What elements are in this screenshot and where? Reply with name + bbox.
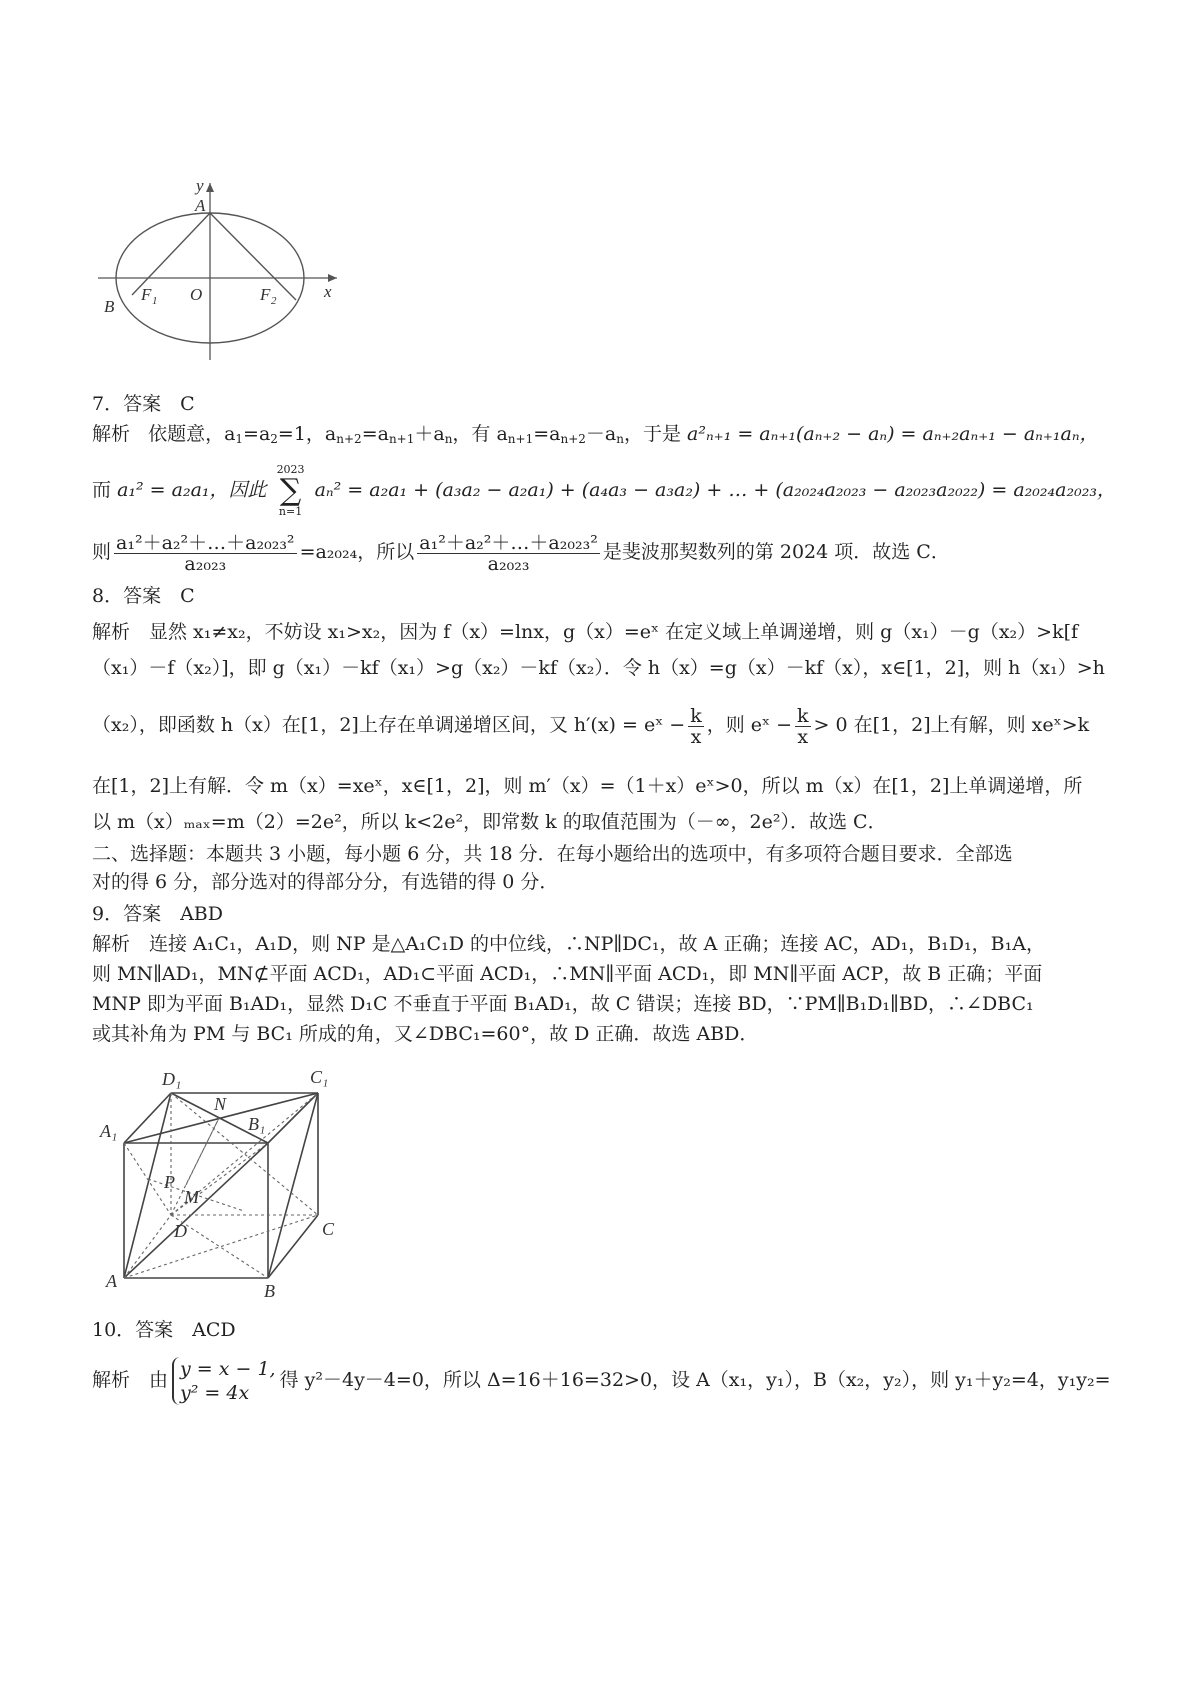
q7-frac-1: $\frac{\text{a₁²＋a₂²＋…＋a₂₀₂₃²}}{\text{a₂₀₂₃}}$ (116, 531, 295, 575)
cube-figure (96, 1065, 366, 1300)
sum-upper: 2023 (276, 463, 305, 476)
label-M: M (184, 1187, 199, 1207)
q8-p2: （x₁）－f（x₂）]，即 g（x₁）－kf（x₁）>g（x₂）－kf（x₂）．令 h（x）=g（x）－kf（x），x∈[1，2]，则 h（x₁）>h (92, 657, 1105, 679)
label-y: y (196, 176, 204, 195)
q10-analysis-label: 解析 由 (92, 1369, 169, 1391)
q9-header: 9．答案 ABD (92, 903, 224, 925)
q7-l2-a: 而 (92, 479, 112, 501)
q8-p3: （x₂），即函数 h（x）在[1，2]上存在单调递增区间，又 h′(x) = eˣ − $\frac{k}{x}$ ，则 eˣ − $\frac{k}{x}$ > 0 在[1，2]上有解，则 xeˣ>k (92, 704, 1090, 748)
sum-lower: n=1 (278, 505, 303, 518)
q10-header: 10．答案 ACD (92, 1319, 236, 1341)
q7-l1-math: a²ₙ₊₁ = aₙ₊₁(aₙ₊₂ − aₙ) = aₙ₊₂aₙ₊₁ − aₙ₊₁aₙ， (687, 423, 1099, 445)
label-C: C (322, 1219, 335, 1239)
label-C1: C₁ (310, 1067, 329, 1087)
q7-line1: 解析 依题意，$a_1=a_2=1$，$a_{n+2}=a_{n+1}+a_n$，有 $a_{n+1}=a_{n+2}-a_n$，于是 a²ₙ₊₁ = aₙ₊₁(aₙ₊₂ − aₙ) = aₙ₊₂aₙ₊₁ − aₙ₊₁aₙ， (92, 423, 1099, 446)
q7-line2 (92, 460, 1116, 520)
q7-l1-c: =1，a (277, 423, 337, 445)
label-P: P (164, 1172, 175, 1192)
q9-p4: 或其补角为 PM 与 BC₁ 所成的角，又∠DBC₁=60°，故 D 正确．故选 ABD． (92, 1023, 759, 1045)
q9-p3: MNP 即为平面 B₁AD₁，显然 D₁C 不垂直于平面 B₁AD₁，故 C 错误；连接 BD，∵PM∥B₁D₁∥BD，∴∠DBC₁ (92, 993, 1034, 1015)
ellipse-figure (92, 175, 352, 365)
label-A1: A₁ (100, 1121, 118, 1141)
q10-tail: 得 y²－4y－4=0，所以 Δ=16＋16=32>0，设 A（x₁，y₁），B（x₂，y₂），则 y₁＋y₂=4，y₁y₂= (279, 1369, 1111, 1391)
label-N: N (214, 1094, 227, 1114)
label-A: A (195, 196, 206, 215)
label-F1-sub: 1 (152, 295, 158, 307)
q7-l3-a: 则 (92, 541, 112, 563)
q7-l1-d: =a (361, 423, 389, 445)
q9-p1: 解析 连接 A₁C₁，A₁D，则 NP 是△A₁C₁D 的中位线，∴NP∥DC₁，故 A 正确；连接 AC，AD₁，B₁D₁，B₁A， (92, 933, 1045, 955)
label-B: B (104, 297, 115, 316)
label-D1: D₁ (162, 1069, 182, 1089)
section2-l2: 对的得 6 分，部分选对的得部分分，有选错的得 0 分． (92, 871, 559, 893)
q8-p5: 以 m（x）ₘₐₓ=m（2）=2e²，所以 k<2e²，即常数 k 的取值范围为（－∞，2e²）．故选 C． (92, 811, 887, 833)
q7-l2-math1: a₁² = a₂a₁，因此 (117, 479, 267, 501)
q10-p1 (92, 1350, 1111, 1410)
q8-p4: 在[1，2]上有解．令 m（x）=xeˣ，x∈[1，2]，则 m′（x）=（1＋x）eˣ>0，所以 m（x）在[1，2]上单调递增，所 (92, 775, 1083, 797)
label-D: D (174, 1221, 187, 1241)
section2-l1: 二、选择题：本题共 3 小题，每小题 6 分，共 18 分．在每小题给出的选项中，有多项符合题目要求．全部选 (92, 843, 1013, 865)
q7-l1-h: －a (585, 423, 617, 445)
q7-l1-a: 依题意，a (148, 423, 236, 445)
q7-l1-i: ，于是 (623, 423, 681, 445)
label-B: B (264, 1281, 275, 1300)
equation-system: y = x − 1, y² = 4x (172, 1357, 276, 1405)
q7-line3 (92, 530, 950, 574)
q7-l3-c: 是斐波那契数列的第 2024 项．故选 C． (602, 541, 950, 563)
q9-p2: 则 MN∥AD₁，MN⊄平面 ACD₁，AD₁⊂平面 ACD₁，∴MN∥平面 ACD₁，即 MN∥平面 ACP，故 B 正确；平面 (92, 963, 1043, 985)
label-F1: F (141, 285, 152, 304)
q7-l1-e: ＋a (414, 423, 445, 445)
q8-frac-2: $\frac{k}{x}$ (797, 704, 809, 748)
q8-frac-1: $\frac{k}{x}$ (690, 704, 702, 748)
q7-l3-b: =a₂₀₂₄，所以 (299, 541, 415, 563)
label-O: O (190, 285, 203, 304)
label-x: x (324, 282, 332, 301)
summation-symbol: 2023 ∑ n=1 (276, 463, 305, 518)
q7-l1-g: =a (533, 423, 561, 445)
q7-analysis-label: 解析 (92, 423, 131, 445)
q7-l2-math2: aₙ² = a₂a₁ + (a₃a₂ − a₂a₁) + (a₄a₃ − a₃a₂) + … + (a₂₀₂₄a₂₀₂₃ − a₂₀₂₃a₂₀₂₂) = a₂₀₂₄a₂₀₂₃， (314, 479, 1116, 501)
label-B1: B₁ (248, 1114, 266, 1134)
q7-header: 7．答案 C (92, 393, 195, 415)
label-F2: F (260, 285, 271, 304)
q7-l1-f: ，有 a (452, 423, 508, 445)
q7-frac-2: $\frac{\text{a₁²＋a₂²＋…＋a₂₀₂₃²}}{\text{a₂₀₂₃}}$ (419, 531, 598, 575)
label-F2-sub: 2 (271, 295, 277, 307)
q8-p1: 解析 显然 x₁≠x₂，不妨设 x₁>x₂，因为 f（x）=lnx，g（x）=eˣ 在定义域上单调递增，则 g（x₁）－g（x₂）>k[f (92, 621, 1079, 643)
q8-header: 8．答案 C (92, 585, 195, 607)
q7-l1-b: =a (243, 423, 271, 445)
label-A: A (106, 1271, 117, 1291)
